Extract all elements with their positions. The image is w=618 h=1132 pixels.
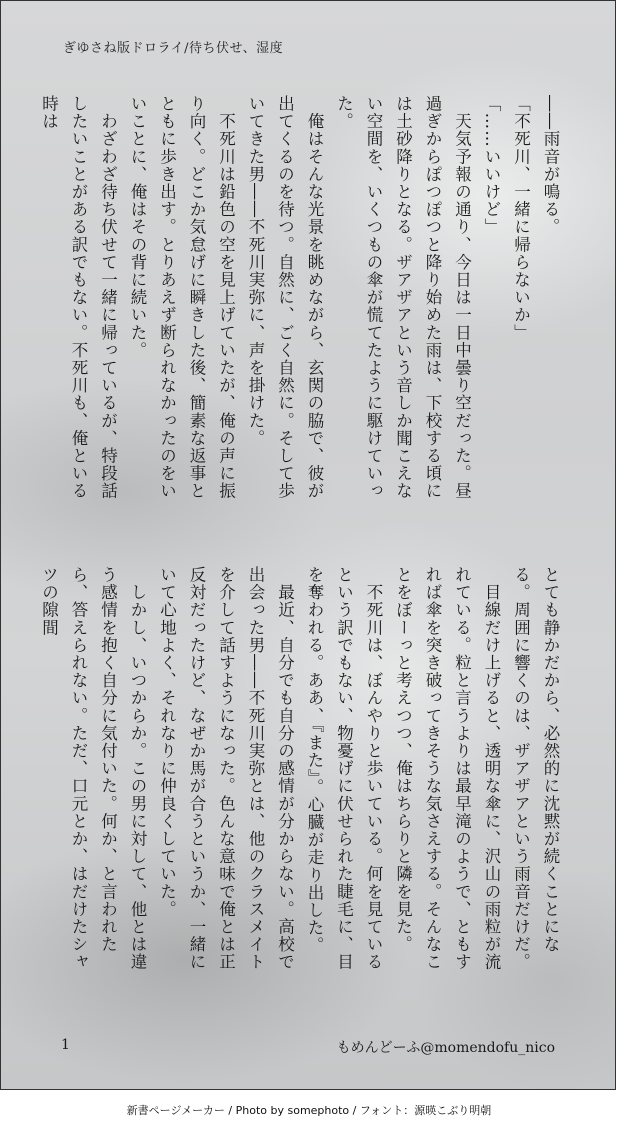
paragraph: わざわざ待ち伏せて一緒に帰っているが、特段話したいことがある訳でもない。不死川も、俺といる時は [39,95,118,500]
credit-line: 新書ページメーカー / Photo by somephoto / フォント：源暎こぶり明朝 [126,1104,492,1117]
paragraph: 「不死川、一緒に帰らないか」 [511,95,531,342]
text-block-top [39,95,565,515]
paragraph: 俺はそんな光景を眺めながら、玄関の脇で、彼が出てくるのを待つ。自然に、ごく自然に。そして歩いてきた男――不死川実弥に、声を掛けた。 [246,95,324,500]
paragraph: 不死川は、ぼんやりと歩いている。何を見ているという訳でもない、物憂げに伏せられた睫毛に、目を奪われる。ああ、『また』。心臓が走り出した。 [305,566,383,971]
text-block-bottom [39,566,565,986]
author-handle: もめんどーふ@momendofu_nico [336,1040,555,1056]
paragraph: とても静かだから、必然的に沈黙が続くことになる。周囲に響くのは、ザアザアという雨音だけだ。 [511,566,560,971]
paragraph: 不死川は鉛色の空を見上げていたが、俺の声に振り向く。どこか気怠げに瞬きした後、簡素な返事とともに歩き出す。とりあえず断られなかったのをいいことに、俺はその背に続いた。 [128,95,236,500]
paragraph: しかし、いつからか。この男に対して、他とは違う感情を抱く自分に気付いた。何か、と言われたら、答えられない。ただ、口元とか、はだけたシャツの隙間 [39,566,147,971]
paragraph: 天気予報の通り、今日は一日中曇り空だった。昼過ぎからぽつぽつと降り始めた雨は、下校する頃には土砂降りとなる。ザアザアという音しか聞こえない空間を、いくつもの傘が慌てたように駆けていった。 [334,95,472,500]
paragraph: ――雨音が鳴る。 [541,95,560,236]
paragraph: 「……いいけど」 [482,95,501,236]
page-header: ぎゆさね版ドロライ/待ち伏せ、湿度 [63,41,284,56]
paragraph: 最近、自分でも自分の感情が分からない。高校で出会った男――不死川実弥とは、他のクラスメイトを介して話すようになった。色んな意味で俺とは正反対だったけど、なぜか馬が合うというか、一緒にいて心地よく、それなりに仲良くしていた。 [157,566,295,971]
page-number: 1 [61,1037,70,1053]
paragraph: 目線だけ上げると、透明な傘に、沢山の雨粒が流れている。粒と言うよりは最早滝のようで、ともすれば傘を突き破ってきそうな気さえする。そんなことをぼーっと考えつつ、俺はちらりと隣を見た。 [393,566,501,971]
